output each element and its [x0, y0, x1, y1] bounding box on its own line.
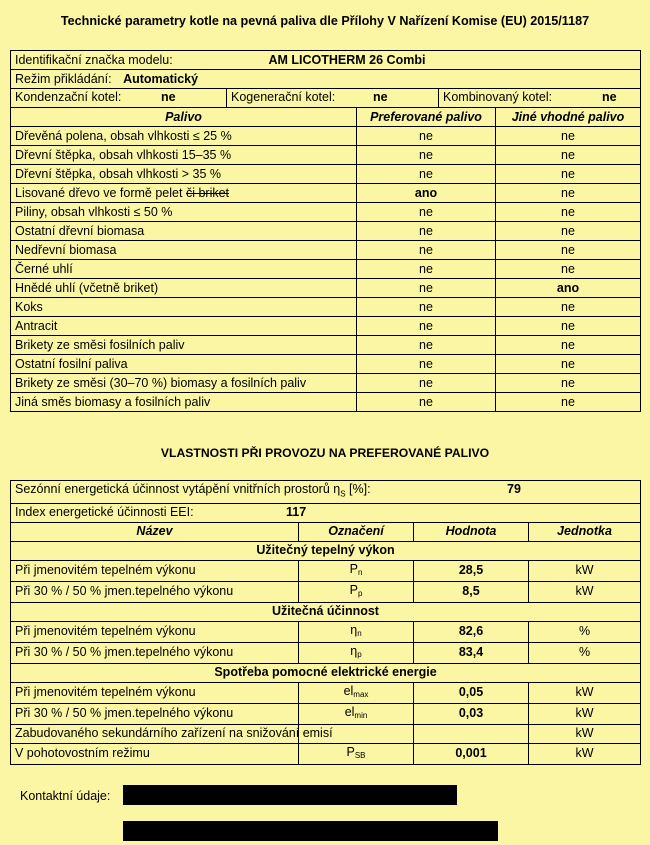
property-row: [11, 642, 641, 663]
eei-value: 117: [286, 505, 307, 519]
section-header-row: [11, 602, 641, 621]
seasonal-row: [11, 481, 641, 504]
fuel-name: Jiná směs biomasy a fosilních paliv: [11, 393, 357, 412]
section-header-row: [11, 541, 641, 560]
property-unit: kW: [529, 724, 641, 743]
property-symbol: $\eta_n$: [299, 621, 414, 642]
fuel-row: [11, 393, 641, 412]
property-unit: kW: [529, 743, 641, 764]
fuel-name: Hnědé uhlí (včetně briket): [11, 279, 357, 298]
fuel-name-struck: či briket: [185, 185, 230, 200]
fuel-other: ne: [496, 241, 641, 260]
property-unit: kW: [529, 581, 641, 602]
fuel-table: [10, 50, 641, 412]
cogeneration-label: Kogenerační kotel:: [231, 90, 336, 104]
fuel-other: ne: [496, 260, 641, 279]
fuel-other: ne: [496, 165, 641, 184]
fuel-preferred: ne: [357, 355, 496, 374]
fuel-name: Ostatní dřevní biomasa: [11, 222, 357, 241]
fuel-preferred: ne: [357, 317, 496, 336]
combined-value: ne: [602, 90, 617, 104]
mode-value: Automatický: [123, 71, 199, 86]
section-header-row: [11, 663, 641, 682]
property-value: 28,5: [414, 560, 529, 581]
fuel-preferred: ne: [357, 222, 496, 241]
fuel-name: Dřevní štěpka, obsah vlhkosti 15–35 %: [11, 146, 357, 165]
fuel-name: Koks: [11, 298, 357, 317]
eei-label: Index energetické účinnosti EEI:: [15, 505, 194, 519]
fuel-preferred: ne: [357, 393, 496, 412]
property-name: Při 30 % / 50 % jmen.tepelného výkonu: [11, 581, 299, 602]
property-row: [11, 703, 641, 724]
fuel-other: ne: [496, 146, 641, 165]
property-row: [11, 682, 641, 703]
fuel-name: Černé uhlí: [11, 260, 357, 279]
property-symbol: $P_p$: [299, 581, 414, 602]
fuel-name: Lisované dřevo ve formě pelet či briket: [11, 184, 357, 203]
properties-table: [10, 480, 641, 765]
fuel-name: Brikety ze směsi (30–70 %) biomasy a fosilních paliv: [11, 374, 357, 393]
fuel-name: Dřevěná polena, obsah vlhkosti ≤ 25 %: [11, 127, 357, 146]
fuel-row: [11, 374, 641, 393]
property-symbol: $P_n$: [299, 560, 414, 581]
combined-label: Kombinovaný kotel:: [443, 90, 553, 104]
property-unit: %: [529, 642, 641, 663]
property-value: 0,001: [414, 743, 529, 764]
fuel-row: [11, 203, 641, 222]
mode-label: Režim přikládání:: [15, 71, 112, 86]
fuel-preferred: ne: [357, 336, 496, 355]
fuel-row: [11, 279, 641, 298]
fuel-row: [11, 184, 641, 203]
redacted-block: [123, 785, 457, 805]
property-symbol: $P_{SB}$: [299, 743, 414, 764]
document-title: Technické parametry kotle na pevná paliva dle Přílohy V Nařízení Komise (EU) 2015/1187: [60, 14, 590, 28]
fuel-row: [11, 298, 641, 317]
fuel-header-row: [11, 108, 641, 127]
symbol-header: Označení: [299, 522, 414, 541]
fuel-row: [11, 241, 641, 260]
property-name: Při 30 % / 50 % jmen.tepelného výkonu: [11, 703, 299, 724]
property-row: [11, 581, 641, 602]
preferred-header: Preferované palivo: [357, 108, 496, 127]
section-title: Užitečný tepelný výkon: [11, 541, 641, 560]
flags-row: [11, 89, 641, 108]
section-title: Užitečná účinnost: [11, 602, 641, 621]
unit-header: Jednotka: [529, 522, 641, 541]
fuel-row: [11, 127, 641, 146]
property-value: [414, 724, 529, 743]
fuel-preferred: ne: [357, 374, 496, 393]
property-unit: kW: [529, 560, 641, 581]
property-value: 82,6: [414, 621, 529, 642]
contact-label: Kontaktní údaje:: [20, 789, 111, 803]
property-value: 0,03: [414, 703, 529, 724]
fuel-preferred: ano: [357, 184, 496, 203]
fuel-preferred: ne: [357, 203, 496, 222]
name-header: Název: [11, 522, 299, 541]
property-row: [11, 621, 641, 642]
fuel-row: [11, 336, 641, 355]
fuel-other: ne: [496, 317, 641, 336]
fuel-name: Brikety ze směsi fosilních paliv: [11, 336, 357, 355]
model-label: Identifikační značka modelu:: [15, 52, 173, 67]
property-symbol: $el_{max}$: [299, 682, 414, 703]
fuel-other: ne: [496, 355, 641, 374]
property-name: V pohotovostním režimu: [11, 743, 299, 764]
fuel-preferred: ne: [357, 127, 496, 146]
eei-row: [11, 503, 641, 522]
mode-row: [11, 70, 641, 89]
fuel-row: [11, 355, 641, 374]
property-value: 83,4: [414, 642, 529, 663]
other-header: Jiné vhodné palivo: [496, 108, 641, 127]
fuel-other: ne: [496, 222, 641, 241]
property-name: Při jmenovitém tepelném výkonu: [11, 560, 299, 581]
property-unit: kW: [529, 703, 641, 724]
redacted-block: [123, 821, 498, 841]
seasonal-label: Sezónní energetická účinnost vytápění vnitřních prostorů $\eta_S$ [%]:: [15, 482, 371, 499]
property-unit: kW: [529, 682, 641, 703]
property-name: Při jmenovitém tepelném výkonu: [11, 621, 299, 642]
property-unit: %: [529, 621, 641, 642]
fuel-preferred: ne: [357, 260, 496, 279]
fuel-row: [11, 146, 641, 165]
property-name: Při jmenovitém tepelném výkonu: [11, 682, 299, 703]
property-symbol: $el_{min}$: [299, 703, 414, 724]
fuel-other: ano: [496, 279, 641, 298]
fuel-preferred: ne: [357, 146, 496, 165]
fuel-other: ne: [496, 336, 641, 355]
property-value: 0,05: [414, 682, 529, 703]
fuel-other: ne: [496, 127, 641, 146]
property-value: 8,5: [414, 581, 529, 602]
value-header: Hodnota: [414, 522, 529, 541]
seasonal-value: 79: [507, 482, 521, 496]
fuel-other: ne: [496, 184, 641, 203]
property-name: Zabudovaného sekundárního zařízení na snižování emisí: [11, 724, 299, 743]
property-row: [11, 560, 641, 581]
condensing-label: Kondenzační kotel:: [15, 90, 122, 104]
fuel-other: ne: [496, 203, 641, 222]
fuel-name: Dřevní štěpka, obsah vlhkosti > 35 %: [11, 165, 357, 184]
fuel-name: Nedřevní biomasa: [11, 241, 357, 260]
section-title: Spotřeba pomocné elektrické energie: [11, 663, 641, 682]
fuel-preferred: ne: [357, 165, 496, 184]
fuel-row: [11, 222, 641, 241]
fuel-name: Piliny, obsah vlhkosti ≤ 50 %: [11, 203, 357, 222]
property-row: [11, 724, 641, 743]
prop-header-row: [11, 522, 641, 541]
property-name: Při 30 % / 50 % jmen.tepelného výkonu: [11, 642, 299, 663]
fuel-row: [11, 165, 641, 184]
fuel-preferred: ne: [357, 241, 496, 260]
fuel-row: [11, 260, 641, 279]
property-row: [11, 743, 641, 764]
fuel-other: ne: [496, 393, 641, 412]
fuel-preferred: ne: [357, 298, 496, 317]
fuel-header: Palivo: [11, 108, 357, 127]
fuel-row: [11, 317, 641, 336]
fuel-name: Ostatní fosilní paliva: [11, 355, 357, 374]
fuel-other: ne: [496, 374, 641, 393]
fuel-name: Antracit: [11, 317, 357, 336]
cogeneration-value: ne: [373, 90, 388, 104]
fuel-other: ne: [496, 298, 641, 317]
section-subtitle: VLASTNOSTI PŘI PROVOZU NA PREFEROVANÉ PALIVO: [160, 446, 490, 460]
model-value: AM LICOTHERM 26 Combi: [268, 52, 426, 67]
model-row: [11, 51, 641, 70]
fuel-preferred: ne: [357, 279, 496, 298]
condensing-value: ne: [161, 90, 176, 104]
property-symbol: $\eta_p$: [299, 642, 414, 663]
